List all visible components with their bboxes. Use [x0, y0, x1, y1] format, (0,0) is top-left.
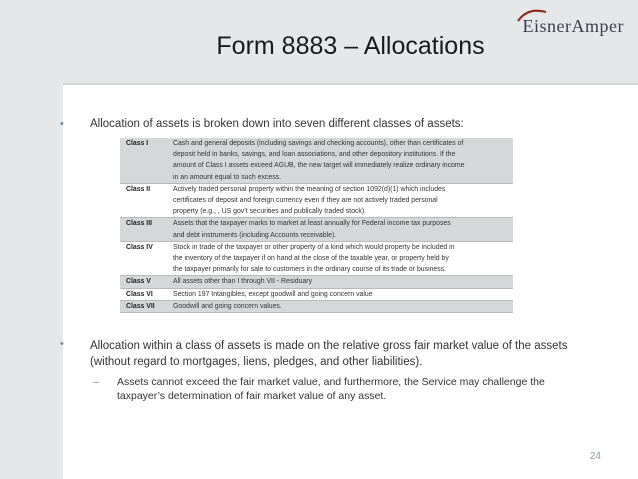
class-name: Class III [120, 218, 169, 241]
class-name: Class V [120, 276, 169, 288]
description-line: in an amount equal to such excess. [173, 173, 282, 181]
description-line: Section 197 Intangibles, except goodwill and going concern value [173, 290, 373, 298]
class-name: Class IV [120, 241, 169, 276]
description-line: deposit held in banks, savings, and loan associations, and other depository institutions. If the [173, 151, 456, 159]
description-line: amount of Class I assets exceed AGUB, the new target will immediately realize ordinary income [173, 162, 465, 170]
class-description [169, 138, 513, 183]
bullet-text: Allocation of assets is broken down into seven different classes of assets: [90, 118, 464, 130]
table-row [120, 218, 513, 241]
class-name: Class VII [120, 300, 169, 312]
description-line: All assets other than I through VII - Residuary [173, 278, 313, 286]
bullet-marker: • [60, 118, 64, 130]
description-line: the inventory of the taxpayer if on hand at the close of the taxable year, or property held by [173, 255, 449, 263]
swoosh-icon [517, 9, 547, 23]
description-line: certificates of deposit and foreign currency even if they are not actively traded personal [173, 197, 438, 205]
table-row [120, 138, 513, 183]
left-sidebar-band [0, 0, 63, 479]
page-number: 24 [589, 451, 601, 462]
description-line: the taxpayer primarily for sale to customers in the ordinary course of its trade or business. [173, 266, 447, 274]
bullet-marker: • [60, 338, 64, 350]
header-divider [63, 83, 638, 85]
description-line: property (e.g., , US gov’t securities and publically traded stock). [173, 208, 367, 216]
description-line: Actively traded personal property within the meaning of section 1092(d)(1) which includes [173, 185, 446, 193]
slide-title: Form 8883 – Allocations [216, 32, 485, 60]
class-description [169, 183, 513, 218]
table-row [120, 183, 513, 218]
sub-bullet-marker: – [93, 376, 99, 388]
class-description [169, 300, 513, 312]
class-description [169, 276, 513, 288]
table-row [120, 241, 513, 276]
description-line: and debt instruments (including Accounts receivable). [173, 231, 337, 239]
sub-bullet-text: Assets cannot exceed the fair market value, and furthermore, the Service may challenge the taxpayer’s determination of fair market value of any asset. [117, 376, 545, 402]
class-description [169, 288, 513, 300]
class-name: Class I [120, 138, 169, 183]
description-line: Assets that the taxpayer marks to market at least annually for Federal income tax purposes [173, 220, 451, 228]
table-row [120, 300, 513, 312]
class-name: Class VI [120, 288, 169, 300]
table-row [120, 288, 513, 300]
description-line: Cash and general deposits (including savings and checking accounts), other than certificates of [173, 140, 464, 147]
description-line: Stock in trade of the taxpayer or other property of a kind which would property be included in [173, 243, 455, 251]
asset-classes-table [120, 138, 513, 313]
class-name: Class II [120, 183, 169, 218]
table-row [120, 276, 513, 288]
class-description [169, 241, 513, 276]
description-line: Goodwill and going concern values. [173, 302, 282, 310]
logo-text: EisnerAmper [522, 16, 624, 36]
bullet-text: Allocation within a class of assets is made on the relative gross fair market value of the assets (without regard to mortgages, liens, pledges, and other liabilities). [90, 340, 568, 368]
class-description [169, 218, 513, 241]
